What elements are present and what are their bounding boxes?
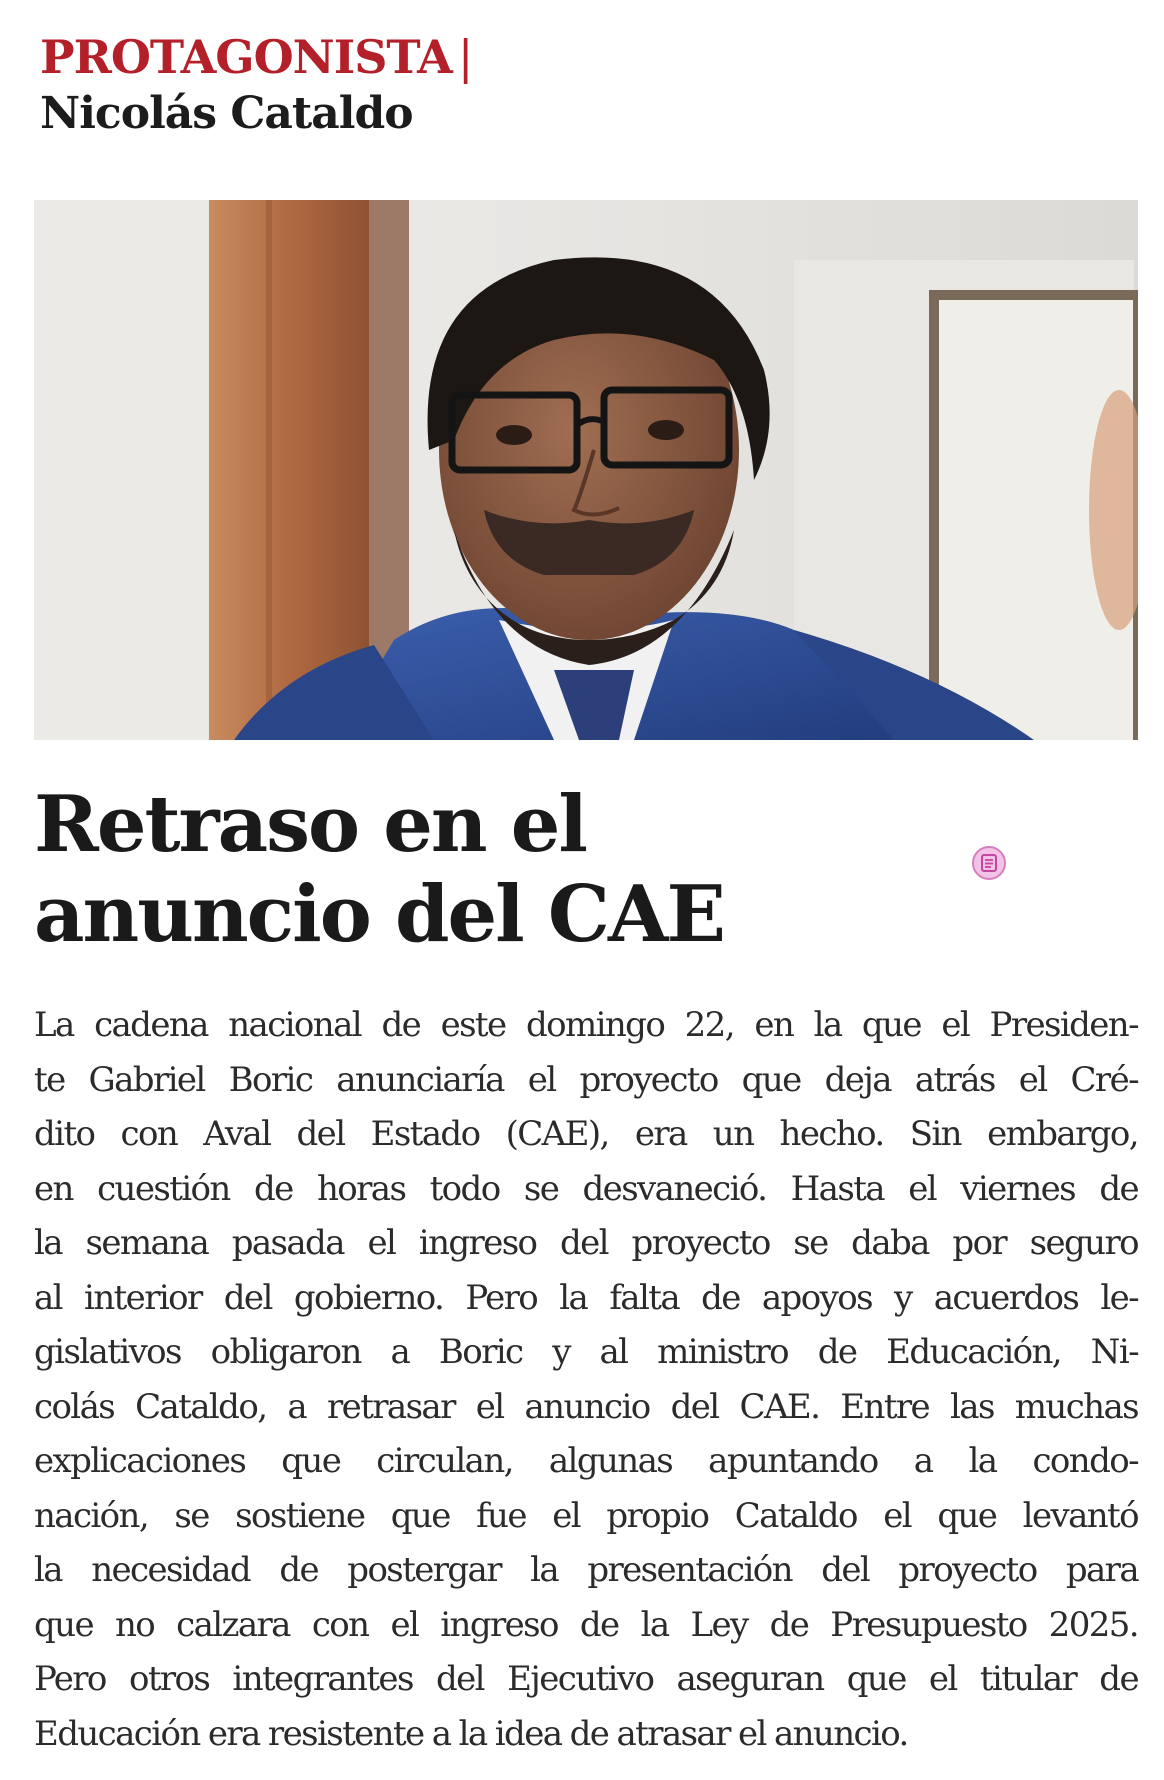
body-line: en cuestión de horas todo se desvaneció. Hasta el viernes de bbox=[34, 1168, 1138, 1209]
portrait-photo bbox=[34, 200, 1138, 740]
body-line: colás Cataldo, a retrasar el anuncio del CAE. Entre las muchas bbox=[34, 1386, 1138, 1427]
body-line: te Gabriel Boric anunciaría el proyecto que deja atrás el Cré- bbox=[34, 1059, 1138, 1100]
headline-line-1: Retraso en el bbox=[34, 779, 586, 870]
body-line: nación, se sostiene que fue el propio Cataldo el que levantó bbox=[34, 1495, 1138, 1536]
article-headline bbox=[34, 780, 1034, 960]
kicker-label: PROTAGONISTA bbox=[40, 30, 452, 84]
portrait-illustration bbox=[34, 200, 1138, 740]
body-line: que no calzara con el ingreso de la Ley de Presupuesto 2025. bbox=[34, 1604, 1138, 1645]
body-line: al interior del gobierno. Pero la falta de apoyos y acuerdos le- bbox=[34, 1277, 1138, 1318]
body-line: la semana pasada el ingreso del proyecto se daba por seguro bbox=[34, 1223, 1138, 1263]
person-name: Nicolás Cataldo bbox=[40, 88, 413, 139]
section-kicker bbox=[40, 30, 472, 84]
kicker-separator: | bbox=[457, 30, 473, 84]
article-reader-icon[interactable] bbox=[972, 846, 1006, 880]
body-line: La cadena nacional de este domingo 22, en la que el Presiden- bbox=[34, 1005, 1138, 1045]
headline-line-2: anuncio del CAE bbox=[34, 869, 724, 960]
body-line: Pero otros integrantes del Ejecutivo aseguran que el titular de bbox=[34, 1659, 1138, 1699]
body-line: la necesidad de postergar la presentación del proyecto para bbox=[34, 1550, 1138, 1590]
body-line: explicaciones que circulan, algunas apuntando a la condo- bbox=[34, 1441, 1138, 1481]
body-line: dito con Aval del Estado (CAE), era un hecho. Sin embargo, bbox=[34, 1114, 1138, 1154]
body-line: gislativos obligaron a Boric y al ministro de Educación, Ni- bbox=[34, 1332, 1138, 1372]
reader-glyph-icon bbox=[974, 848, 1004, 878]
article-body bbox=[34, 998, 1138, 1761]
body-line: Educación era resistente a la idea de atrasar el anuncio. bbox=[34, 1713, 908, 1754]
